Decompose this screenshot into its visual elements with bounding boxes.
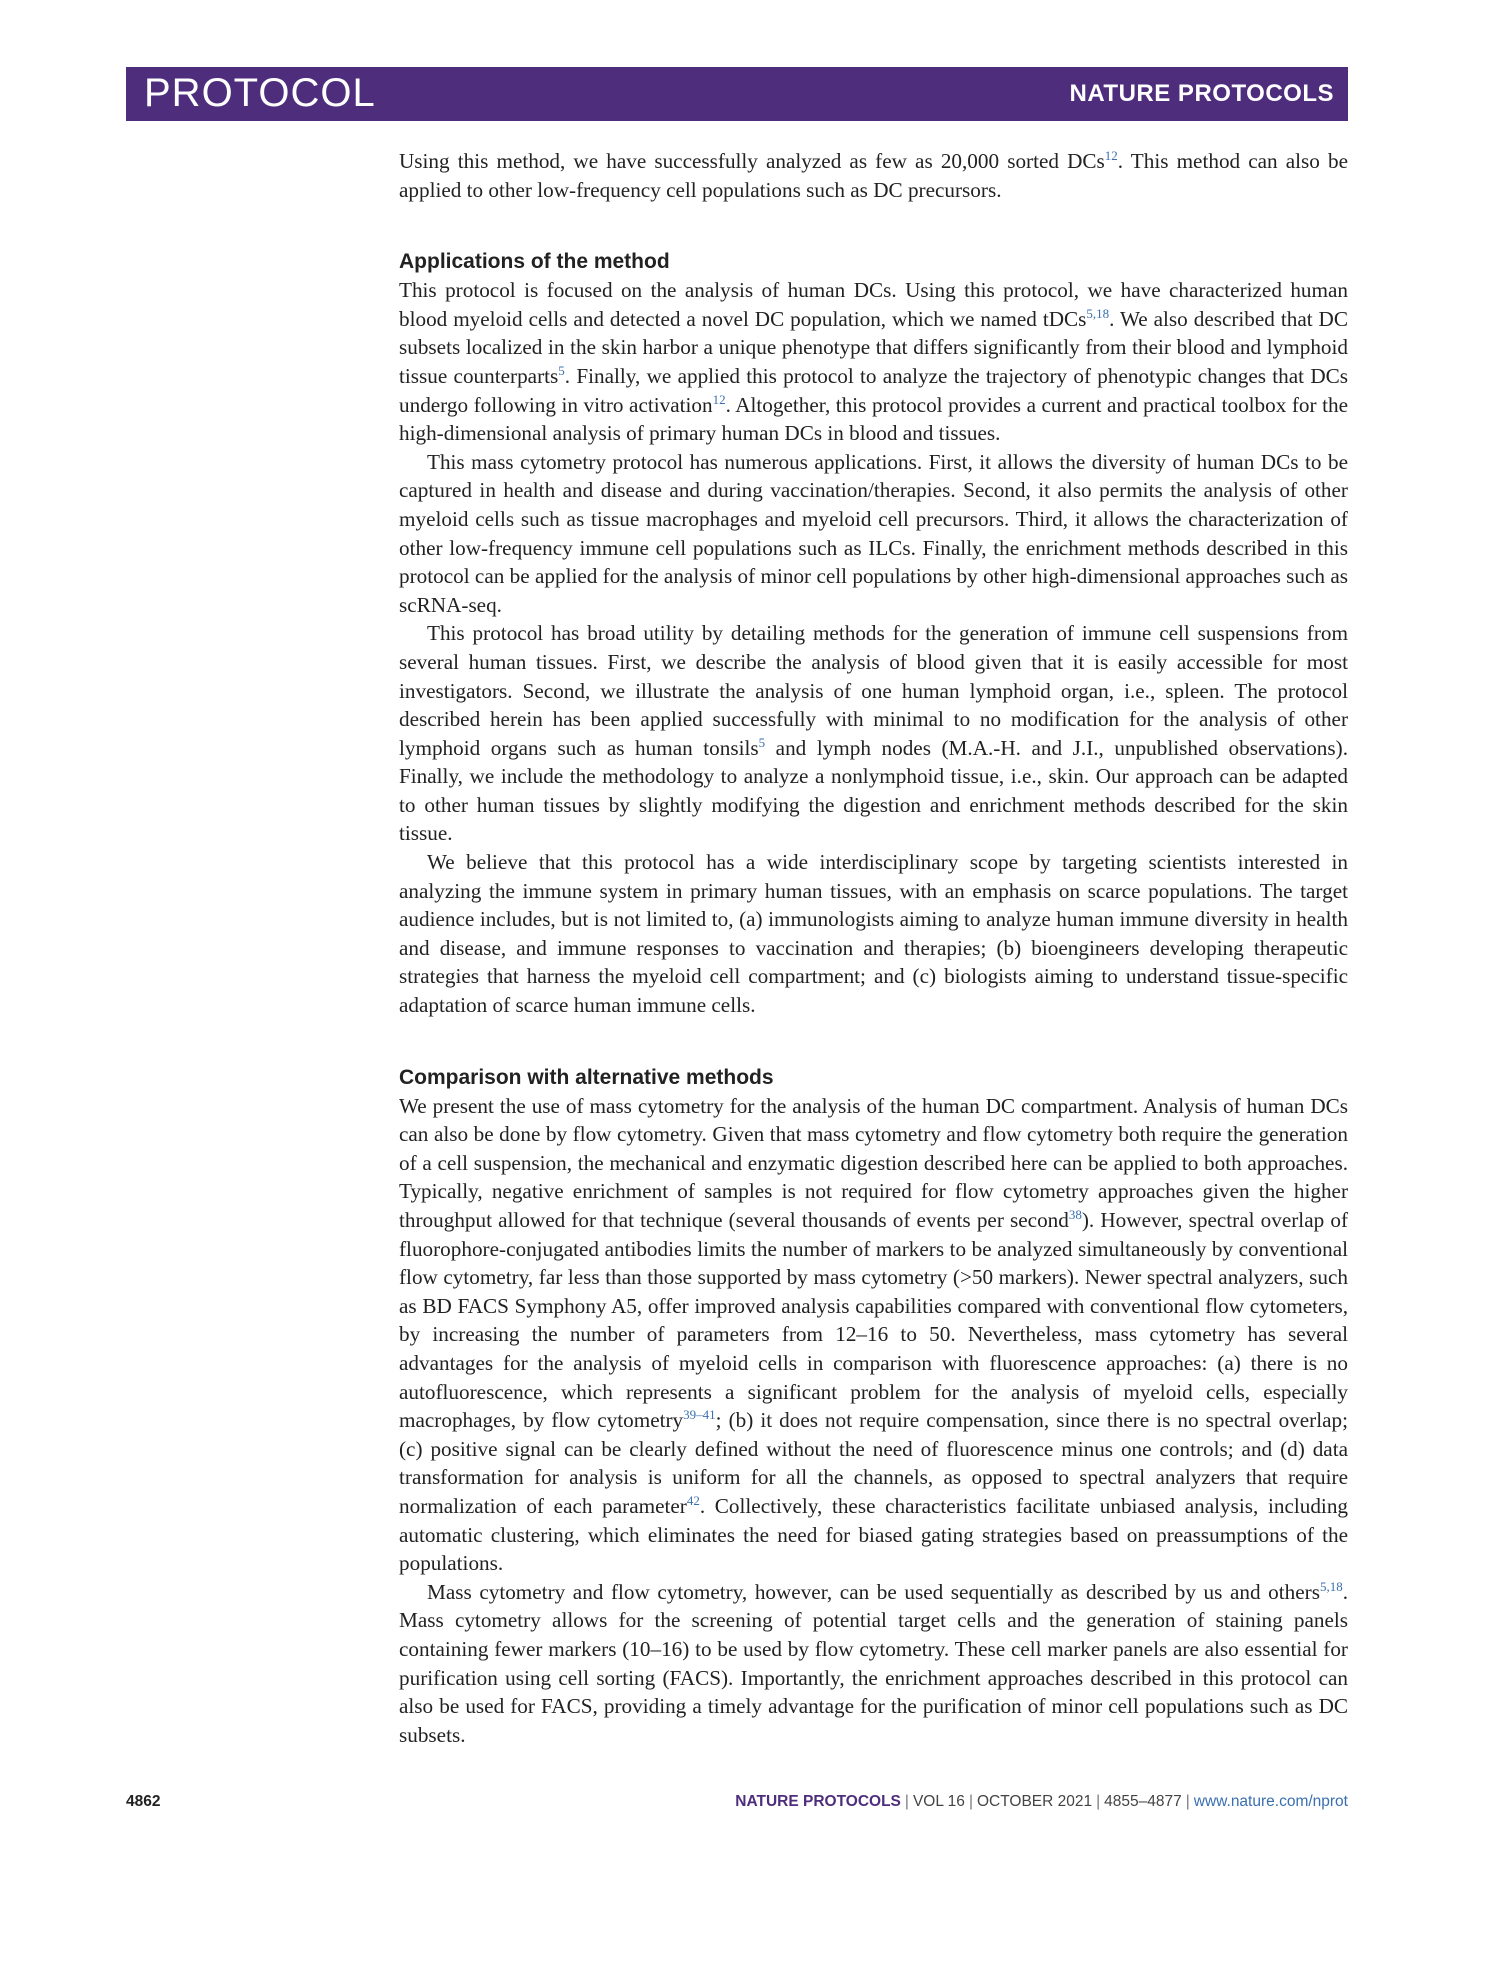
footer-date: OCTOBER 2021 xyxy=(976,1793,1093,1810)
citation-link[interactable]: 5 xyxy=(758,734,766,750)
paragraph: We present the use of mass cytometry for the analysis of the human DC compartment. Analysis of human DCs can also be done by flow cytometry. Given that mass cytometry and flow cytometry both require the generation of a cell suspension, the mechanical and enzymatic digestion described here can be applied to both approaches. Typically, negative enrichment of samples is not required for flow cytometry approaches given the higher throughput allowed for that technique (several thousands of events per second$^{38}$). However, spectral overlap of fluorophore-conjugated antibodies limits the number of markers to be analyzed simultaneously by conventional flow cytometry, far less than those supported by mass cytometry (>50 markers). Newer spectral analyzers, such as BD FACS Symphony A5, offer improved analysis capabilities compared with conventional flow cytometers, by increasing the number of parameters from 12–16 to 50. Nevertheless, mass cytometry has several advantages for the analysis of myeloid cells in comparison with fluorescence approaches: (a) there is no autofluorescence, which represents a significant problem for the analysis of myeloid cells, especially macrophages, by flow cytometry$^{39-41}$; (b) it does not require compensation, since there is no spectral overlap; (c) positive signal can be clearly defined without the need of fluorescence minus one controls; and (d) data transformation for analysis is uniform for all the channels, as opposed to spectral analyzers that require normalization of each parameter$^{42}$. Collectively, these characteristics facilitate unbiased analysis, including automatic clustering, which eliminates the need for biased gating strategies based on preassumptions of the populations. xyxy=(399,1093,1349,1576)
section-heading: Comparison with alternative methods xyxy=(399,1065,774,1089)
citation-link[interactable]: 39–41 xyxy=(683,1407,716,1423)
section-heading: Applications of the method xyxy=(399,250,670,274)
citation-link[interactable]: 12 xyxy=(1104,148,1118,163)
footer-journal: NATURE PROTOCOLS xyxy=(735,1793,901,1810)
footer-pages: 4855–4877 xyxy=(1104,1793,1182,1810)
page-header xyxy=(126,67,1348,121)
footer-citation: NATURE PROTOCOLS | VOL 16 | OCTOBER 2021 | 4855–4877 | www.nature.com/nprot xyxy=(735,1793,1348,1810)
journal-name: NATURE PROTOCOLS xyxy=(1069,80,1334,107)
paragraph: This protocol has broad utility by detailing methods for the generation of immune cell suspensions from several human tissues. First, we describe the analysis of blood given that it is easily accessible for most investigators. Second, we illustrate the analysis of one human lymphoid organ, i.e., spleen. The protocol described herein has been applied successfully with minimal to no modification for the analysis of other lymphoid organs such as human tonsils$^5$ and lymph nodes (M.A.-H. and J.I., unpublished observations). Finally, we include the methodology to analyze a nonlymphoid tissue, i.e., skin. Our approach can be adapted to other human tissues by slightly modifying the digestion and enrichment methods described for the skin tissue. xyxy=(399,621,1348,846)
citation-link[interactable]: 38 xyxy=(1068,1207,1082,1222)
paragraph: Mass cytometry and flow cytometry, however, can be used sequentially as described by us and others$^{5,18}$. Mass cytometry allows for the screening of potential target cells and the generation of staining panels containing fewer markers (10–16) to be used by flow cytometry. These cell marker panels are also essential for purification using cell sorting (FACS). Importantly, the enrichment approaches described in this protocol can also be used for FACS, providing a timely advantage for the purification of minor cell populations such as DC subsets. xyxy=(399,1578,1348,1747)
citation-link[interactable]: 42 xyxy=(686,1492,700,1508)
footer-volume: VOL 16 xyxy=(912,1793,965,1810)
citation-link[interactable]: 12 xyxy=(712,391,726,407)
page-number: 4862 xyxy=(126,1793,161,1810)
section-label: PROTOCOL xyxy=(144,71,376,115)
footer-url-link[interactable]: www.nature.com/nprot xyxy=(1193,1793,1348,1810)
paragraph: We believe that this protocol has a wide interdisciplinary scope by targeting scientists interested in analyzing the immune system in primary human tissues, with an emphasis on scarce populations. The target audience includes, but is not limited to, (a) immunologists aiming to analyze human immune diversity in health and disease, and immune responses to vaccination and therapies; (b) bioengineers developing therapeutic strategies that harness the myeloid cell compartment; and (c) biologists aiming to understand tissue-specific adaptation of scarce human immune cells. xyxy=(399,850,1348,1018)
article-body xyxy=(399,147,1348,1749)
citation-link[interactable]: 5,18 xyxy=(1319,1578,1343,1594)
paragraph: This mass cytometry protocol has numerous applications. First, it allows the diversity of human DCs to be captured in health and disease and during vaccination/therapies. Second, it also permits the analysis of other myeloid cells such as tissue macrophages and myeloid cell precursors. Third, it allows the characterization of other low-frequency immune cell populations such as ILCs. Finally, the enrichment methods described in this protocol can be applied for the analysis of minor cell populations by other high-dimensional approaches such as scRNA-seq. xyxy=(399,449,1348,617)
paragraph: Using this method, we have successfully analyzed as few as 20,000 sorted DCs$^{12}$. This method can also be applied to other low-frequency cell populations such as DC precursors. xyxy=(399,148,1348,202)
paragraph: This protocol is focused on the analysis of human DCs. Using this protocol, we have characterized human blood myeloid cells and detected a novel DC population, which we named tDCs$^{5,18}$. We also described that DC subsets localized in the skin harbor a unique phenotype that differs significantly from their blood and lymphoid tissue counterparts$^5$. Finally, we applied this protocol to analyze the trajectory of phenotypic changes that DCs undergo following in vitro activation$^{12}$. Altogether, this protocol provides a current and practical toolbox for the high-dimensional analysis of primary human DCs in blood and tissues. xyxy=(399,278,1348,446)
citation-link[interactable]: 5,18 xyxy=(1086,305,1110,321)
citation-link[interactable]: 5 xyxy=(558,362,565,378)
